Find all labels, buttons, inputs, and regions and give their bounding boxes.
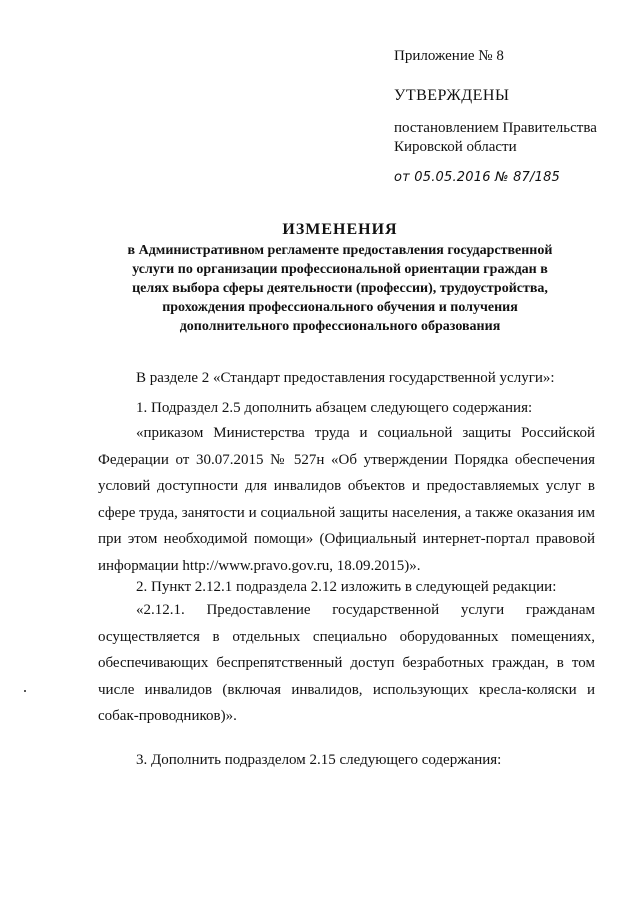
- document-subtitle: в Административном регламенте предоставления государственной услуги по организации профессиональной ориентации граждан в целях выбора сферы деятельности (профессии), трудоустройства, прохождения профессионального обучения и получения дополнительного профессионального образования: [127, 243, 553, 334]
- paragraph-order-quote: «приказом Министерства труда и социальной защиты Российской Федерации от 30.07.2015 № 527н «Об утверждении Порядка обеспечения условий доступности для инвалидов объектов и предоставляемых услуг в сфере труда, занятости и социальной защиты населения, а также оказания им при этом необходимой помощи» (Официальный интернет-портал правовой информации http://www.pravo.gov.ru, 18.09.2015)».: [98, 425, 595, 574]
- paragraph-section-2: В разделе 2 «Стандарт предоставления государственной услуги»:: [136, 370, 555, 386]
- scan-speck: [24, 690, 26, 692]
- decree-date-number: от 05.05.2016 № 87/185: [394, 170, 561, 185]
- paragraph-2-12-1-quote: «2.12.1. Предоставление государственной услуги гражданам осуществляется в отдельных специально оборудованных помещениях, обеспечивающих беспрепятственный доступ безработных граждан, в том числе инвалидов (включая инвалидов, использующих кресла-коляски и собак-проводников)».: [98, 602, 595, 724]
- paragraph-item-1: 1. Подраздел 2.5 дополнить абзацем следующего содержания:: [136, 400, 533, 416]
- paragraph-item-2: 2. Пункт 2.12.1 подраздела 2.12 изложить в следующей редакции:: [136, 579, 557, 595]
- decree-reference: постановлением Правительства Кировской области: [394, 120, 597, 155]
- appendix-number: Приложение № 8: [394, 48, 504, 64]
- document-title: ИЗМЕНЕНИЯ: [282, 221, 398, 238]
- paragraph-item-3: 3. Дополнить подразделом 2.15 следующего содержания:: [136, 752, 502, 768]
- approved-heading: УТВЕРЖДЕНЫ: [394, 87, 510, 104]
